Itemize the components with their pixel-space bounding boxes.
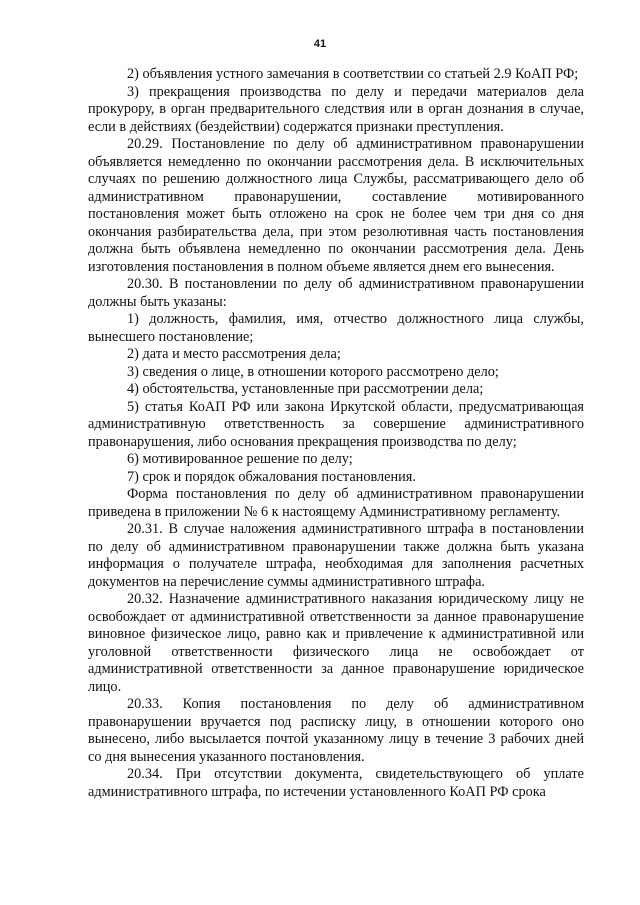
paragraph: 20.30. В постановлении по делу об административном правонарушении должны быть указаны: [88, 276, 584, 310]
list-item: 1) должность, фамилия, имя, отчество должностного лица службы, вынесшего постановление; [88, 311, 584, 345]
paragraph: 20.33. Копия постановления по делу об административном правонарушении вручается под расписку лицу, в отношении которого оно вынесено, либо высылается почтой указанному лицу в течение 3 рабочих дней со дня вынесения указанного постановления. [88, 696, 584, 765]
body-text [88, 66, 584, 801]
list-item: 2) дата и место рассмотрения дела; [127, 346, 341, 362]
paragraph: 20.34. При отсутствии документа, свидетельствующего об уплате административного штрафа, по истечении установленного КоАП РФ срока [88, 766, 584, 800]
list-item: 4) обстоятельства, установленные при рассмотрении дела; [127, 381, 484, 397]
paragraph: Форма постановления по делу об административном правонарушении приведена в приложении № 6 к настоящему Административному регламенту. [88, 486, 584, 520]
list-item: 5) статья КоАП РФ или закона Иркутской области, предусматривающая административную ответственность за совершение административного правонарушения, либо основания прекращения производства по делу; [88, 398, 584, 450]
list-item: 3) сведения о лице, в отношении которого рассмотрено дело; [127, 363, 499, 380]
list-item: 6) мотивированное решение по делу; [127, 451, 353, 467]
list-item: 7) срок и порядок обжалования постановления. [127, 468, 416, 485]
page-number: 41 [313, 38, 327, 50]
paragraph: 20.29. Постановление по делу об административном правонарушении объявляется немедленно по окончании рассмотрения дела. В исключительных случаях по решению должностного лица Службы, рассматривающего дело об административном правонарушении, составление мотивированного постановления может быть отложено на срок не более чем три дня со дня окончания разбирательства дела, при этом резолютивная часть постановления должна быть объявлена немедленно по окончании рассмотрения дела. День изготовления постановления в полном объеме является днем его вынесения. [88, 136, 584, 275]
paragraph: 2) объявления устного замечания в соответствии со статьей 2.9 КоАП РФ; [127, 66, 579, 82]
paragraph: 3) прекращения производства по делу и передачи материалов дела прокурору, в орган предварительного следствия или в орган дознания в случае, если в действиях (бездействии) содержатся признаки преступления. [88, 83, 584, 135]
paragraph: 20.31. В случае наложения административного штрафа в постановлении по делу об административном правонарушении также должна быть указана информация о получателе штрафа, необходимая для заполнения расчетных документов на перечисление суммы административного штрафа. [88, 521, 584, 590]
paragraph: 20.32. Назначение административного наказания юридическому лицу не освобождает от административной ответственности за данное правонарушение виновное физическое лицо, равно как и привлечение к административной или уголовной ответственности физического лица не освобождает от административной ответственности за данное правонарушение юридическое лицо. [88, 591, 584, 695]
